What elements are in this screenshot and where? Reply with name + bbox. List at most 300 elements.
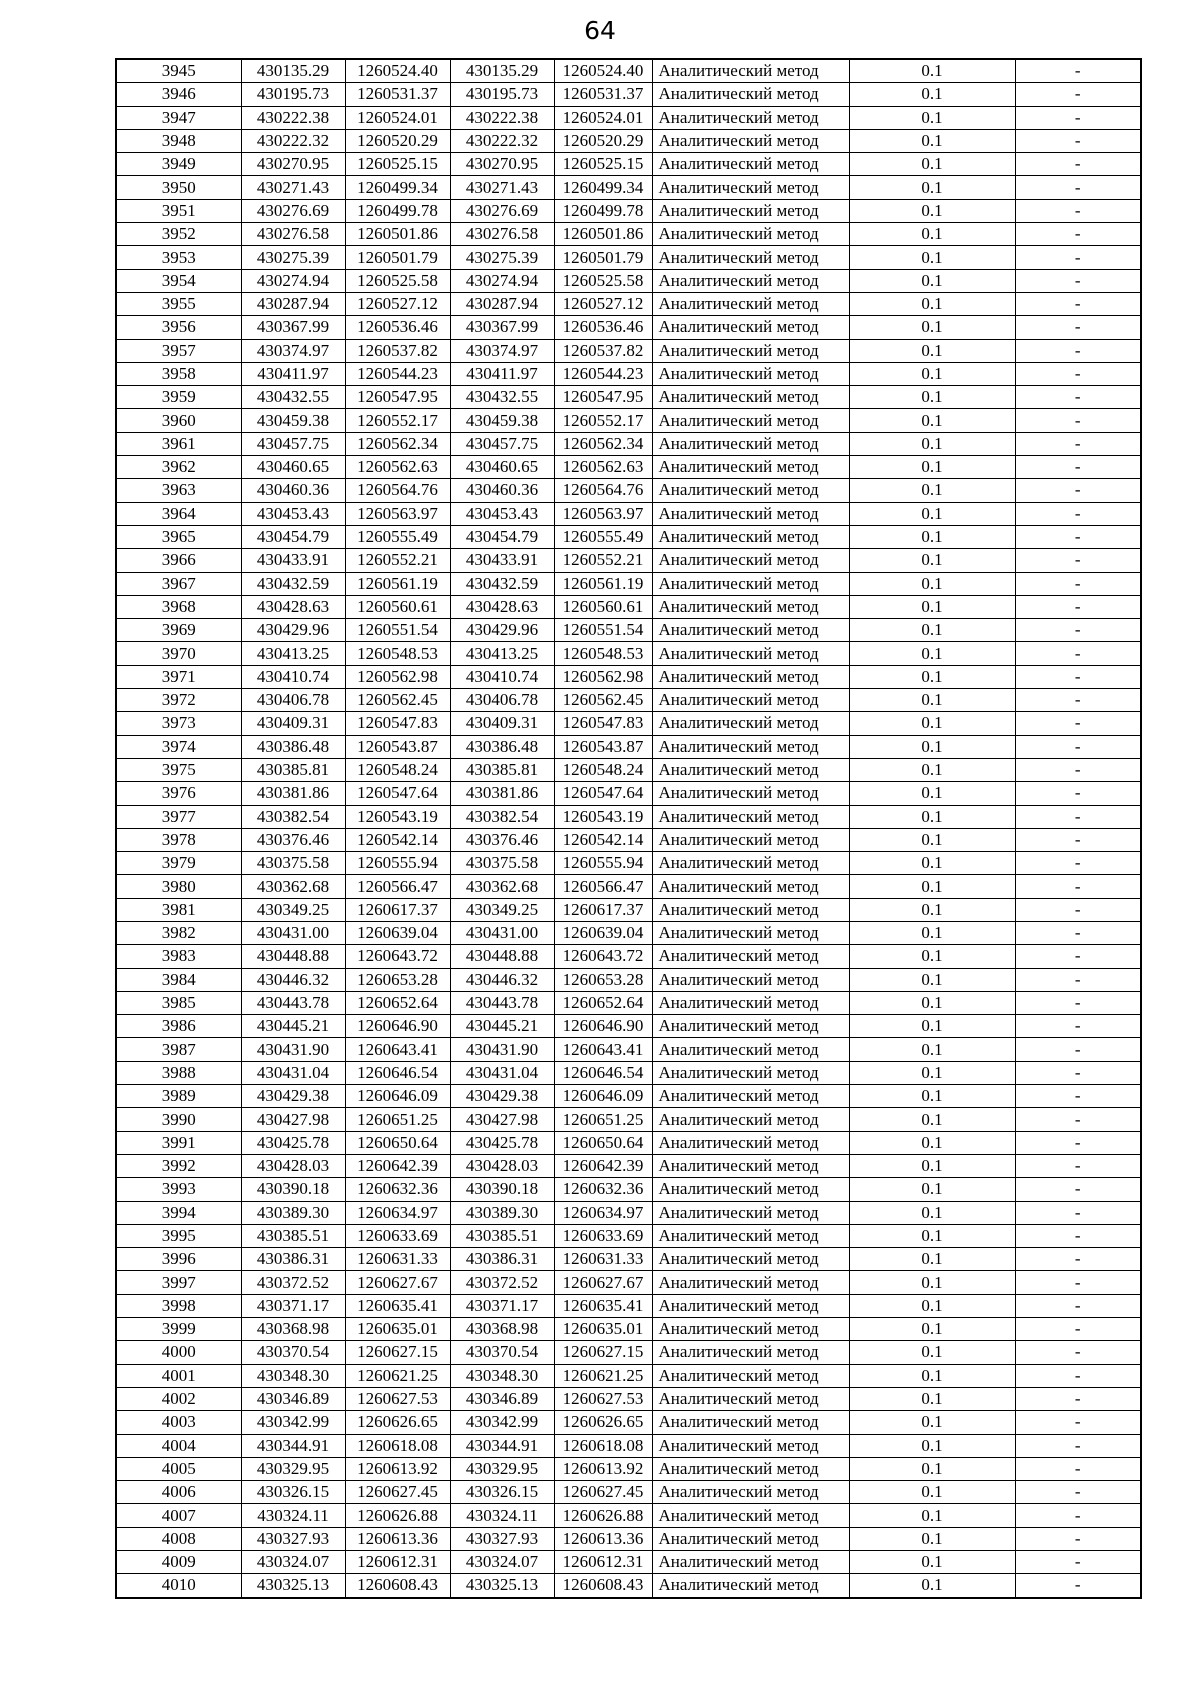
y-coordinate-cell: 1260551.54 bbox=[554, 619, 652, 642]
x-coordinate-cell: 430431.04 bbox=[241, 1061, 345, 1084]
point-number-cell: 3974 bbox=[116, 735, 241, 758]
point-number-cell: 3959 bbox=[116, 386, 241, 409]
x-coordinate-cell: 430275.39 bbox=[450, 246, 554, 269]
table-row bbox=[116, 782, 1141, 805]
point-number-cell: 3967 bbox=[116, 572, 241, 595]
table-row bbox=[116, 1178, 1141, 1201]
note-cell: - bbox=[1015, 129, 1141, 152]
point-number-cell: 4009 bbox=[116, 1551, 241, 1574]
y-coordinate-cell: 1260562.98 bbox=[345, 665, 450, 688]
table-row bbox=[116, 735, 1141, 758]
note-cell: - bbox=[1015, 1574, 1141, 1598]
x-coordinate-cell: 430459.38 bbox=[450, 409, 554, 432]
accuracy-cell: 0.1 bbox=[849, 1271, 1015, 1294]
x-coordinate-cell: 430222.32 bbox=[450, 129, 554, 152]
method-cell: Аналитический метод bbox=[652, 1387, 849, 1410]
x-coordinate-cell: 430370.54 bbox=[241, 1341, 345, 1364]
note-cell: - bbox=[1015, 712, 1141, 735]
x-coordinate-cell: 430381.86 bbox=[450, 782, 554, 805]
accuracy-cell: 0.1 bbox=[849, 642, 1015, 665]
accuracy-cell: 0.1 bbox=[849, 1574, 1015, 1598]
x-coordinate-cell: 430327.93 bbox=[450, 1527, 554, 1550]
y-coordinate-cell: 1260499.78 bbox=[554, 199, 652, 222]
x-coordinate-cell: 430460.65 bbox=[241, 456, 345, 479]
y-coordinate-cell: 1260562.34 bbox=[554, 432, 652, 455]
table-row bbox=[116, 875, 1141, 898]
x-coordinate-cell: 430375.58 bbox=[241, 852, 345, 875]
table-row bbox=[116, 339, 1141, 362]
point-number-cell: 3977 bbox=[116, 805, 241, 828]
note-cell: - bbox=[1015, 1387, 1141, 1410]
x-coordinate-cell: 430368.98 bbox=[450, 1318, 554, 1341]
y-coordinate-cell: 1260646.54 bbox=[554, 1061, 652, 1084]
y-coordinate-cell: 1260627.53 bbox=[345, 1387, 450, 1410]
y-coordinate-cell: 1260618.08 bbox=[345, 1434, 450, 1457]
x-coordinate-cell: 430431.90 bbox=[241, 1038, 345, 1061]
point-number-cell: 3992 bbox=[116, 1154, 241, 1177]
y-coordinate-cell: 1260536.46 bbox=[345, 316, 450, 339]
y-coordinate-cell: 1260613.92 bbox=[554, 1457, 652, 1480]
x-coordinate-cell: 430431.00 bbox=[241, 921, 345, 944]
y-coordinate-cell: 1260543.87 bbox=[554, 735, 652, 758]
method-cell: Аналитический метод bbox=[652, 1434, 849, 1457]
y-coordinate-cell: 1260542.14 bbox=[345, 828, 450, 851]
y-coordinate-cell: 1260544.23 bbox=[345, 362, 450, 385]
x-coordinate-cell: 430326.15 bbox=[450, 1481, 554, 1504]
accuracy-cell: 0.1 bbox=[849, 1294, 1015, 1317]
table-row bbox=[116, 386, 1141, 409]
x-coordinate-cell: 430372.52 bbox=[450, 1271, 554, 1294]
point-number-cell: 3976 bbox=[116, 782, 241, 805]
point-number-cell: 3995 bbox=[116, 1224, 241, 1247]
method-cell: Аналитический метод bbox=[652, 782, 849, 805]
y-coordinate-cell: 1260627.45 bbox=[554, 1481, 652, 1504]
method-cell: Аналитический метод bbox=[652, 199, 849, 222]
table-row bbox=[116, 1061, 1141, 1084]
y-coordinate-cell: 1260627.15 bbox=[554, 1341, 652, 1364]
point-number-cell: 4010 bbox=[116, 1574, 241, 1598]
x-coordinate-cell: 430445.21 bbox=[241, 1015, 345, 1038]
accuracy-cell: 0.1 bbox=[849, 199, 1015, 222]
note-cell: - bbox=[1015, 758, 1141, 781]
method-cell: Аналитический метод bbox=[652, 549, 849, 572]
point-number-cell: 3981 bbox=[116, 898, 241, 921]
x-coordinate-cell: 430362.68 bbox=[450, 875, 554, 898]
x-coordinate-cell: 430135.29 bbox=[450, 59, 554, 83]
y-coordinate-cell: 1260626.65 bbox=[345, 1411, 450, 1434]
x-coordinate-cell: 430409.31 bbox=[241, 712, 345, 735]
accuracy-cell: 0.1 bbox=[849, 595, 1015, 618]
y-coordinate-cell: 1260639.04 bbox=[554, 921, 652, 944]
x-coordinate-cell: 430344.91 bbox=[241, 1434, 345, 1457]
x-coordinate-cell: 430386.31 bbox=[241, 1248, 345, 1271]
x-coordinate-cell: 430390.18 bbox=[241, 1178, 345, 1201]
y-coordinate-cell: 1260566.47 bbox=[554, 875, 652, 898]
y-coordinate-cell: 1260555.49 bbox=[345, 525, 450, 548]
accuracy-cell: 0.1 bbox=[849, 921, 1015, 944]
x-coordinate-cell: 430324.07 bbox=[241, 1551, 345, 1574]
table-row bbox=[116, 1527, 1141, 1550]
table-row bbox=[116, 1248, 1141, 1271]
method-cell: Аналитический метод bbox=[652, 595, 849, 618]
accuracy-cell: 0.1 bbox=[849, 456, 1015, 479]
x-coordinate-cell: 430448.88 bbox=[241, 945, 345, 968]
table-row bbox=[116, 1201, 1141, 1224]
note-cell: - bbox=[1015, 386, 1141, 409]
y-coordinate-cell: 1260562.45 bbox=[554, 689, 652, 712]
method-cell: Аналитический метод bbox=[652, 269, 849, 292]
note-cell: - bbox=[1015, 1294, 1141, 1317]
note-cell: - bbox=[1015, 1527, 1141, 1550]
note-cell: - bbox=[1015, 898, 1141, 921]
point-number-cell: 3994 bbox=[116, 1201, 241, 1224]
table-row bbox=[116, 1387, 1141, 1410]
y-coordinate-cell: 1260524.40 bbox=[554, 59, 652, 83]
accuracy-cell: 0.1 bbox=[849, 1434, 1015, 1457]
y-coordinate-cell: 1260562.98 bbox=[554, 665, 652, 688]
point-number-cell: 4002 bbox=[116, 1387, 241, 1410]
x-coordinate-cell: 430409.31 bbox=[450, 712, 554, 735]
x-coordinate-cell: 430457.75 bbox=[241, 432, 345, 455]
table-row bbox=[116, 1294, 1141, 1317]
table-row bbox=[116, 1224, 1141, 1247]
accuracy-cell: 0.1 bbox=[849, 805, 1015, 828]
y-coordinate-cell: 1260560.61 bbox=[345, 595, 450, 618]
table-row bbox=[116, 153, 1141, 176]
method-cell: Аналитический метод bbox=[652, 525, 849, 548]
table-row bbox=[116, 1574, 1141, 1598]
x-coordinate-cell: 430324.07 bbox=[450, 1551, 554, 1574]
point-number-cell: 3972 bbox=[116, 689, 241, 712]
point-number-cell: 3954 bbox=[116, 269, 241, 292]
note-cell: - bbox=[1015, 1154, 1141, 1177]
x-coordinate-cell: 430453.43 bbox=[450, 502, 554, 525]
table-row bbox=[116, 292, 1141, 315]
x-coordinate-cell: 430389.30 bbox=[450, 1201, 554, 1224]
accuracy-cell: 0.1 bbox=[849, 153, 1015, 176]
point-number-cell: 3983 bbox=[116, 945, 241, 968]
note-cell: - bbox=[1015, 1224, 1141, 1247]
x-coordinate-cell: 430410.74 bbox=[241, 665, 345, 688]
accuracy-cell: 0.1 bbox=[849, 339, 1015, 362]
table-row bbox=[116, 898, 1141, 921]
x-coordinate-cell: 430425.78 bbox=[241, 1131, 345, 1154]
x-coordinate-cell: 430287.94 bbox=[450, 292, 554, 315]
accuracy-cell: 0.1 bbox=[849, 432, 1015, 455]
y-coordinate-cell: 1260520.29 bbox=[345, 129, 450, 152]
point-number-cell: 3945 bbox=[116, 59, 241, 83]
accuracy-cell: 0.1 bbox=[849, 828, 1015, 851]
x-coordinate-cell: 430195.73 bbox=[241, 83, 345, 106]
y-coordinate-cell: 1260544.23 bbox=[554, 362, 652, 385]
point-number-cell: 3953 bbox=[116, 246, 241, 269]
table-row bbox=[116, 409, 1141, 432]
table-row bbox=[116, 1481, 1141, 1504]
y-coordinate-cell: 1260621.25 bbox=[554, 1364, 652, 1387]
y-coordinate-cell: 1260613.36 bbox=[345, 1527, 450, 1550]
method-cell: Аналитический метод bbox=[652, 735, 849, 758]
y-coordinate-cell: 1260608.43 bbox=[345, 1574, 450, 1598]
x-coordinate-cell: 430270.95 bbox=[450, 153, 554, 176]
point-number-cell: 3963 bbox=[116, 479, 241, 502]
point-number-cell: 3946 bbox=[116, 83, 241, 106]
note-cell: - bbox=[1015, 619, 1141, 642]
method-cell: Аналитический метод bbox=[652, 642, 849, 665]
accuracy-cell: 0.1 bbox=[849, 572, 1015, 595]
method-cell: Аналитический метод bbox=[652, 1131, 849, 1154]
accuracy-cell: 0.1 bbox=[849, 875, 1015, 898]
note-cell: - bbox=[1015, 1551, 1141, 1574]
table-row bbox=[116, 619, 1141, 642]
point-number-cell: 3948 bbox=[116, 129, 241, 152]
x-coordinate-cell: 430443.78 bbox=[450, 991, 554, 1014]
accuracy-cell: 0.1 bbox=[849, 1085, 1015, 1108]
x-coordinate-cell: 430429.96 bbox=[241, 619, 345, 642]
point-number-cell: 3964 bbox=[116, 502, 241, 525]
point-number-cell: 3993 bbox=[116, 1178, 241, 1201]
x-coordinate-cell: 430406.78 bbox=[241, 689, 345, 712]
x-coordinate-cell: 430346.89 bbox=[450, 1387, 554, 1410]
y-coordinate-cell: 1260651.25 bbox=[554, 1108, 652, 1131]
y-coordinate-cell: 1260643.41 bbox=[345, 1038, 450, 1061]
x-coordinate-cell: 430222.38 bbox=[450, 106, 554, 129]
y-coordinate-cell: 1260548.53 bbox=[554, 642, 652, 665]
y-coordinate-cell: 1260547.83 bbox=[554, 712, 652, 735]
y-coordinate-cell: 1260547.95 bbox=[345, 386, 450, 409]
point-number-cell: 3989 bbox=[116, 1085, 241, 1108]
accuracy-cell: 0.1 bbox=[849, 1457, 1015, 1480]
method-cell: Аналитический метод bbox=[652, 153, 849, 176]
table-row bbox=[116, 1131, 1141, 1154]
method-cell: Аналитический метод bbox=[652, 1341, 849, 1364]
accuracy-cell: 0.1 bbox=[849, 735, 1015, 758]
accuracy-cell: 0.1 bbox=[849, 1201, 1015, 1224]
x-coordinate-cell: 430348.30 bbox=[241, 1364, 345, 1387]
x-coordinate-cell: 430376.46 bbox=[241, 828, 345, 851]
point-number-cell: 3956 bbox=[116, 316, 241, 339]
note-cell: - bbox=[1015, 502, 1141, 525]
x-coordinate-cell: 430433.91 bbox=[450, 549, 554, 572]
note-cell: - bbox=[1015, 479, 1141, 502]
point-number-cell: 4008 bbox=[116, 1527, 241, 1550]
y-coordinate-cell: 1260548.24 bbox=[345, 758, 450, 781]
x-coordinate-cell: 430446.32 bbox=[450, 968, 554, 991]
note-cell: - bbox=[1015, 1504, 1141, 1527]
y-coordinate-cell: 1260563.97 bbox=[554, 502, 652, 525]
accuracy-cell: 0.1 bbox=[849, 502, 1015, 525]
accuracy-cell: 0.1 bbox=[849, 1248, 1015, 1271]
y-coordinate-cell: 1260653.28 bbox=[554, 968, 652, 991]
x-coordinate-cell: 430362.68 bbox=[241, 875, 345, 898]
note-cell: - bbox=[1015, 1318, 1141, 1341]
accuracy-cell: 0.1 bbox=[849, 362, 1015, 385]
method-cell: Аналитический метод bbox=[652, 828, 849, 851]
note-cell: - bbox=[1015, 1341, 1141, 1364]
note-cell: - bbox=[1015, 153, 1141, 176]
table-row bbox=[116, 1108, 1141, 1131]
note-cell: - bbox=[1015, 1481, 1141, 1504]
method-cell: Аналитический метод bbox=[652, 1364, 849, 1387]
accuracy-cell: 0.1 bbox=[849, 176, 1015, 199]
y-coordinate-cell: 1260646.09 bbox=[554, 1085, 652, 1108]
accuracy-cell: 0.1 bbox=[849, 59, 1015, 83]
table-row bbox=[116, 59, 1141, 83]
table-row bbox=[116, 595, 1141, 618]
table-row bbox=[116, 432, 1141, 455]
x-coordinate-cell: 430460.65 bbox=[450, 456, 554, 479]
y-coordinate-cell: 1260564.76 bbox=[345, 479, 450, 502]
y-coordinate-cell: 1260527.12 bbox=[554, 292, 652, 315]
y-coordinate-cell: 1260618.08 bbox=[554, 1434, 652, 1457]
point-number-cell: 3973 bbox=[116, 712, 241, 735]
accuracy-cell: 0.1 bbox=[849, 945, 1015, 968]
method-cell: Аналитический метод bbox=[652, 129, 849, 152]
x-coordinate-cell: 430413.25 bbox=[450, 642, 554, 665]
table-row bbox=[116, 502, 1141, 525]
note-cell: - bbox=[1015, 59, 1141, 83]
table-row bbox=[116, 106, 1141, 129]
y-coordinate-cell: 1260551.54 bbox=[345, 619, 450, 642]
table-row bbox=[116, 921, 1141, 944]
note-cell: - bbox=[1015, 945, 1141, 968]
y-coordinate-cell: 1260524.01 bbox=[345, 106, 450, 129]
note-cell: - bbox=[1015, 106, 1141, 129]
y-coordinate-cell: 1260501.86 bbox=[554, 223, 652, 246]
accuracy-cell: 0.1 bbox=[849, 1318, 1015, 1341]
table-row bbox=[116, 1271, 1141, 1294]
y-coordinate-cell: 1260552.17 bbox=[554, 409, 652, 432]
note-cell: - bbox=[1015, 83, 1141, 106]
note-cell: - bbox=[1015, 292, 1141, 315]
accuracy-cell: 0.1 bbox=[849, 1178, 1015, 1201]
x-coordinate-cell: 430459.38 bbox=[241, 409, 345, 432]
y-coordinate-cell: 1260651.25 bbox=[345, 1108, 450, 1131]
y-coordinate-cell: 1260613.92 bbox=[345, 1457, 450, 1480]
x-coordinate-cell: 430431.00 bbox=[450, 921, 554, 944]
y-coordinate-cell: 1260612.31 bbox=[554, 1551, 652, 1574]
table-row bbox=[116, 1318, 1141, 1341]
accuracy-cell: 0.1 bbox=[849, 549, 1015, 572]
note-cell: - bbox=[1015, 595, 1141, 618]
method-cell: Аналитический метод bbox=[652, 572, 849, 595]
y-coordinate-cell: 1260499.34 bbox=[554, 176, 652, 199]
table-row bbox=[116, 1038, 1141, 1061]
x-coordinate-cell: 430429.38 bbox=[450, 1085, 554, 1108]
x-coordinate-cell: 430410.74 bbox=[450, 665, 554, 688]
method-cell: Аналитический метод bbox=[652, 1504, 849, 1527]
table-row bbox=[116, 199, 1141, 222]
y-coordinate-cell: 1260627.15 bbox=[345, 1341, 450, 1364]
point-number-cell: 3998 bbox=[116, 1294, 241, 1317]
method-cell: Аналитический метод bbox=[652, 1481, 849, 1504]
note-cell: - bbox=[1015, 339, 1141, 362]
table-row bbox=[116, 83, 1141, 106]
method-cell: Аналитический метод bbox=[652, 1085, 849, 1108]
y-coordinate-cell: 1260562.63 bbox=[554, 456, 652, 479]
accuracy-cell: 0.1 bbox=[849, 1061, 1015, 1084]
x-coordinate-cell: 430454.79 bbox=[450, 525, 554, 548]
x-coordinate-cell: 430276.58 bbox=[241, 223, 345, 246]
accuracy-cell: 0.1 bbox=[849, 1154, 1015, 1177]
x-coordinate-cell: 430429.38 bbox=[241, 1085, 345, 1108]
accuracy-cell: 0.1 bbox=[849, 898, 1015, 921]
point-number-cell: 3951 bbox=[116, 199, 241, 222]
accuracy-cell: 0.1 bbox=[849, 223, 1015, 246]
x-coordinate-cell: 430386.48 bbox=[450, 735, 554, 758]
table-row bbox=[116, 828, 1141, 851]
note-cell: - bbox=[1015, 223, 1141, 246]
x-coordinate-cell: 430390.18 bbox=[450, 1178, 554, 1201]
x-coordinate-cell: 430385.81 bbox=[241, 758, 345, 781]
table-row bbox=[116, 1341, 1141, 1364]
note-cell: - bbox=[1015, 432, 1141, 455]
y-coordinate-cell: 1260525.58 bbox=[345, 269, 450, 292]
y-coordinate-cell: 1260635.41 bbox=[554, 1294, 652, 1317]
x-coordinate-cell: 430275.39 bbox=[241, 246, 345, 269]
table-row bbox=[116, 642, 1141, 665]
y-coordinate-cell: 1260555.49 bbox=[554, 525, 652, 548]
x-coordinate-cell: 430271.43 bbox=[450, 176, 554, 199]
x-coordinate-cell: 430376.46 bbox=[450, 828, 554, 851]
y-coordinate-cell: 1260564.76 bbox=[554, 479, 652, 502]
table-row bbox=[116, 549, 1141, 572]
note-cell: - bbox=[1015, 456, 1141, 479]
y-coordinate-cell: 1260626.88 bbox=[554, 1504, 652, 1527]
y-coordinate-cell: 1260520.29 bbox=[554, 129, 652, 152]
accuracy-cell: 0.1 bbox=[849, 689, 1015, 712]
x-coordinate-cell: 430276.69 bbox=[450, 199, 554, 222]
x-coordinate-cell: 430428.63 bbox=[241, 595, 345, 618]
x-coordinate-cell: 430274.94 bbox=[450, 269, 554, 292]
x-coordinate-cell: 430325.13 bbox=[450, 1574, 554, 1598]
x-coordinate-cell: 430371.17 bbox=[241, 1294, 345, 1317]
note-cell: - bbox=[1015, 1364, 1141, 1387]
y-coordinate-cell: 1260542.14 bbox=[554, 828, 652, 851]
table-row bbox=[116, 316, 1141, 339]
note-cell: - bbox=[1015, 269, 1141, 292]
point-number-cell: 3996 bbox=[116, 1248, 241, 1271]
point-number-cell: 3990 bbox=[116, 1108, 241, 1131]
note-cell: - bbox=[1015, 805, 1141, 828]
y-coordinate-cell: 1260646.90 bbox=[345, 1015, 450, 1038]
point-number-cell: 4004 bbox=[116, 1434, 241, 1457]
x-coordinate-cell: 430432.59 bbox=[450, 572, 554, 595]
method-cell: Аналитический метод bbox=[652, 432, 849, 455]
y-coordinate-cell: 1260562.45 bbox=[345, 689, 450, 712]
y-coordinate-cell: 1260626.88 bbox=[345, 1504, 450, 1527]
table-row bbox=[116, 572, 1141, 595]
method-cell: Аналитический метод bbox=[652, 409, 849, 432]
point-number-cell: 3960 bbox=[116, 409, 241, 432]
x-coordinate-cell: 430385.51 bbox=[450, 1224, 554, 1247]
method-cell: Аналитический метод bbox=[652, 1061, 849, 1084]
x-coordinate-cell: 430432.55 bbox=[241, 386, 345, 409]
y-coordinate-cell: 1260650.64 bbox=[554, 1131, 652, 1154]
x-coordinate-cell: 430371.17 bbox=[450, 1294, 554, 1317]
point-number-cell: 3969 bbox=[116, 619, 241, 642]
x-coordinate-cell: 430287.94 bbox=[241, 292, 345, 315]
method-cell: Аналитический метод bbox=[652, 479, 849, 502]
y-coordinate-cell: 1260642.39 bbox=[345, 1154, 450, 1177]
method-cell: Аналитический метод bbox=[652, 1457, 849, 1480]
x-coordinate-cell: 430427.98 bbox=[450, 1108, 554, 1131]
point-number-cell: 3988 bbox=[116, 1061, 241, 1084]
y-coordinate-cell: 1260562.63 bbox=[345, 456, 450, 479]
note-cell: - bbox=[1015, 1015, 1141, 1038]
x-coordinate-cell: 430425.78 bbox=[450, 1131, 554, 1154]
accuracy-cell: 0.1 bbox=[849, 1411, 1015, 1434]
x-coordinate-cell: 430326.15 bbox=[241, 1481, 345, 1504]
